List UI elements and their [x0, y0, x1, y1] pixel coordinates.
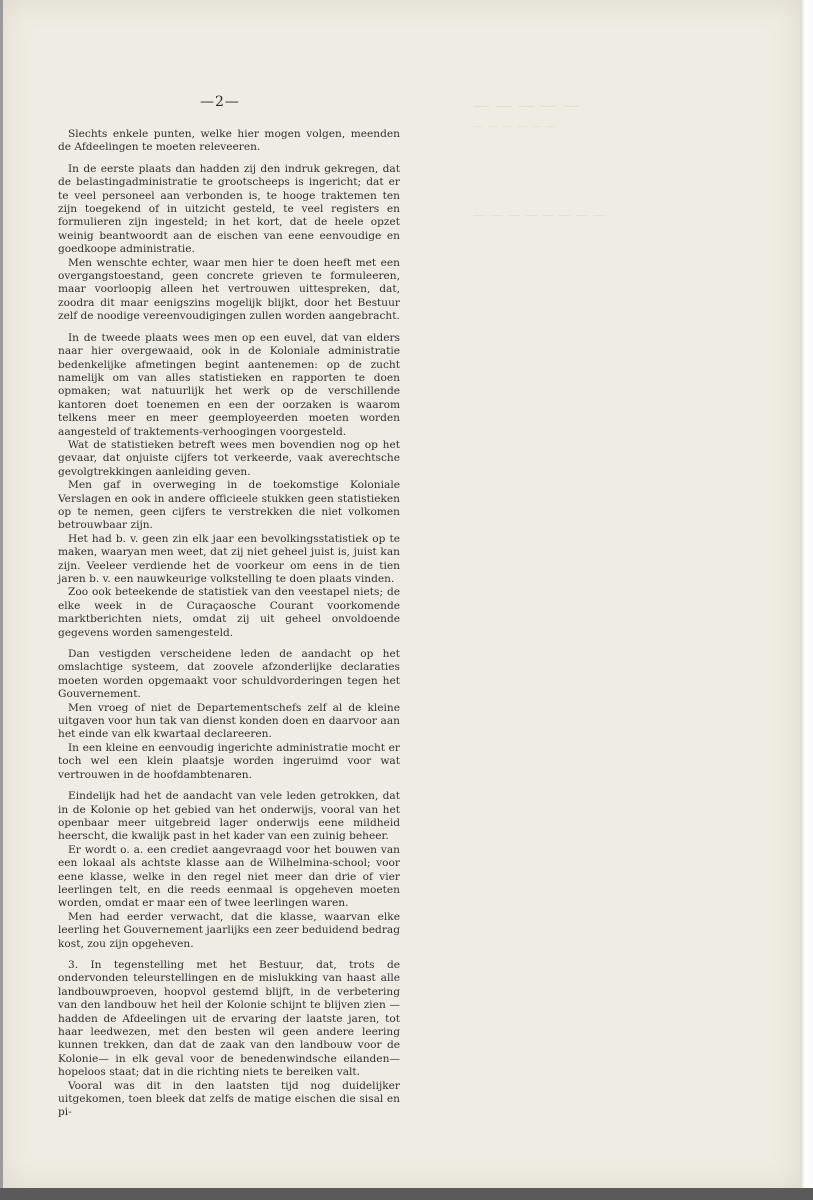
bleed-through-text: — — — — — —	[473, 120, 557, 133]
paragraph: In een kleine en eenvoudig ingerichte administratie mocht er toch wel een klein plaatsje worden ingeruimd voor wat vertrouwen in de hoofdambtenaren.	[58, 741, 400, 781]
paragraph: Eindelijk had het de aandacht van vele leden getrokken, dat in de Kolonie op het gebied van het onderwijs, vooral van het openbaar meer uitgebreid lager onderwijs eene mildheid heerscht, die kwalijk past in het kader van een zuinig beheer.	[58, 790, 400, 843]
page-edge	[800, 0, 813, 1200]
page-number: —2—	[200, 94, 240, 110]
body-text	[58, 128, 400, 1120]
paragraph: In de tweede plaats wees men op een euvel, dat van elders naar hier overgewaaid, ook in de Koloniale administratie bedenkelijke afmetingen begint aantenemen: op de zucht namelijk om van alles statistieken en rapporten te doen opmaken; wat natuurlijk het werk op de verschillende kantoren doet toenemen en een der oorzaken is waarom telkens meer en meer geemployeerden moeten worden aangesteld of traktements-verhoogingen voorgesteld.	[58, 331, 400, 438]
paragraph: Men gaf in overweging in de toekomstige Koloniale Verslagen en ook in andere officieele stukken geen statistieken op te nemen, geen cijfers te verstrekken die niet volkomen betrouwbaar zijn.	[58, 479, 400, 532]
paragraph: Men had eerder verwacht, dat die klasse, waarvan elke leerling het Gouvernement jaarlijks een zeer beduidend bedrag kost, zou zijn opgeheven.	[58, 910, 400, 950]
paragraph: Men vroeg of niet de Departementschefs zelf al de kleine uitgaven voor hun tak van dienst konden doen en daarvoor aan het einde van elk kwartaal declareeren.	[58, 701, 400, 741]
paragraph: Wat de statistieken betreft wees men bovendien nog op het gevaar, dat onjuiste cijfers tot verkeerde, vaak averechtsche gevolgtrekkingen aanleiding geven.	[58, 438, 400, 478]
bleed-through-text: — — — — —	[473, 96, 580, 116]
paragraph: Dan vestigden verscheidene leden de aandacht op het omslachtige systeem, dat zoovele afzonderlijke declaraties moeten worden opgemaakt voor schuldvorderingen tegen het Gouvernement.	[58, 648, 400, 701]
paragraph: Men wenschte echter, waar men hier te doen heeft met een overgangstoestand, geen concrete grieven te formuleeren, maar voorloopig alleen het vertrouwen uittespreken, dat, zoodra dit maar eenigszins mogelijk blijkt, door het Bestuur zelf de noodige vereenvoudigingen zullen worden aangebracht.	[58, 256, 400, 323]
paragraph: 3. In tegenstelling met het Bestuur, dat, trots de ondervonden teleurstellingen en de mislukking van haast alle landbouwproeven, hoopvol gestemd blijft, in de verbetering van den landbouw het heil der Kolonie schijnt te blijven zien — hadden de Afdeelingen uit de ervaring der laatste jaren, tot haar leedwezen, met den besten wil geen andere leering kunnen trekken, dan dat de zaak van den landbouw voor de Kolonie— in elk geval voor de benedenwindsche eilanden— hopeloos staat; dat in die richting niets te bereiken valt.	[58, 958, 400, 1079]
paragraph: Er wordt o. a. een crediet aangevraagd voor het bouwen van een lokaal als achtste klasse aan de Wilhelmina-school; voor eene klasse, welke in den regel niet meer dan drie of vier leerlingen telt, en die reeds eenmaal is opgeheven moeten worden, omdat er maar een of twee leerlingen waren.	[58, 843, 400, 910]
paragraph: Slechts enkele punten, welke hier mogen volgen, meenden de Afdeelingen te moeten releveeren.	[58, 128, 400, 154]
bleed-through-text: — — — — — — — —	[473, 208, 606, 223]
paragraph: Vooral was dit in den laatsten tijd nog duidelijker uitgekomen, toen bleek dat zelfs de matige eischen die sisal en pi-	[58, 1079, 400, 1119]
paragraph: In de eerste plaats dan hadden zij den indruk gekregen, dat de belastingadministratie te grootscheeps is ingericht; dat er te veel personeel aan verbonden is, te hooge traktemen ten zijn toegekend of in uitzicht gesteld, te veel registers en formulieren zijn ingesteld; in het kort, dat de heele opzet weinig beantwoordt aan de eischen van eene eenvoudige en goedkoope administratie.	[58, 162, 400, 256]
paragraph: Het had b. v. geen zin elk jaar een bevolkingsstatistiek op te maken, waaryan men weet, dat zij niet geheel juist is, juist kan zijn. Veeleer verdiende het de voorkeur om eens in de tien jaren b. v. een nauwkeurige volkstelling te doen plaats vinden.	[58, 532, 400, 585]
paragraph: Zoo ook beteekende de statistiek van den veestapel niets; de elke week in de Curaçaosche Courant voorkomende marktberichten niets, omdat zij uit geheel onvoldoende gegevens worden samengesteld.	[58, 586, 400, 639]
scan-border	[0, 1188, 813, 1200]
